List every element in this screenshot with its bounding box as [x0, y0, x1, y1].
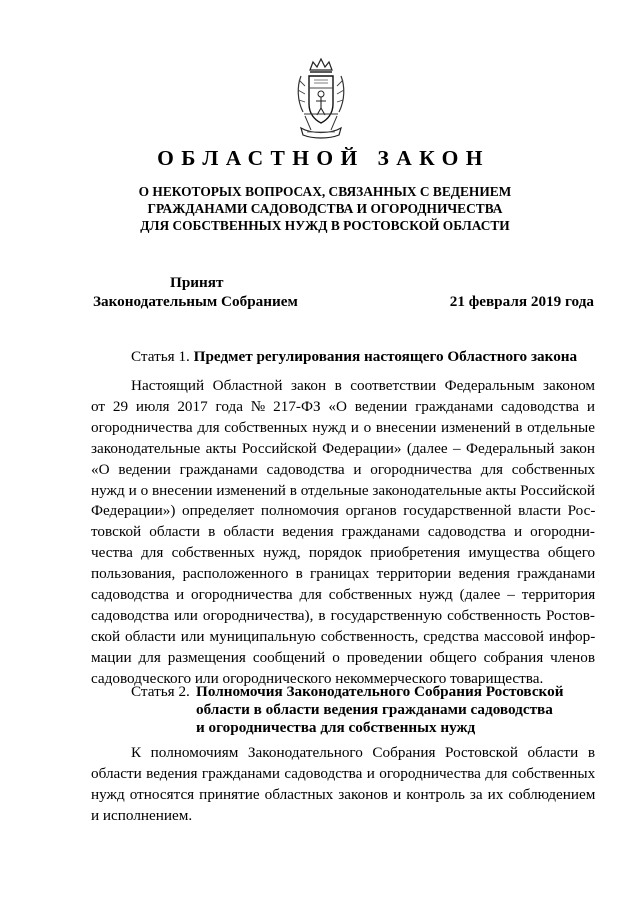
- article-2-title-line: области в области ведения гражданами садоводства: [196, 701, 553, 718]
- text-line: К полномочиям Законодательного Собрания Ростовской области в: [131, 744, 595, 761]
- adopting-body: Законодательным Собранием: [93, 293, 298, 310]
- text-line: садоводческого или огороднического некоммерческого товарищества.: [91, 669, 544, 687]
- article-2-title-line: Полномочия Законодательного Собрания Ростовской: [196, 683, 564, 700]
- text-line: мации для размещения сообщений о проведении общего собрания членов: [91, 648, 595, 666]
- adopted-label: Принят: [170, 274, 224, 291]
- text-line: чества для собственных нужд, порядок приобретения имущества общего: [91, 544, 596, 562]
- law-subtitle-line: ГРАЖДАНАМИ САДОВОДСТВА И ОГОРОДНИЧЕСТВА: [147, 201, 503, 216]
- article-1-heading: [131, 348, 577, 366]
- adoption-block: [93, 273, 298, 311]
- text-line: огородничества для собственных нужд и о внесении изменений в отдельные: [91, 418, 595, 436]
- text-line: «О ведении гражданами садоводства и огородничества для собственных: [91, 460, 596, 478]
- text-line: садоводства и огородничества для собственных нужд (далее – территория: [91, 586, 596, 604]
- article-1-body: [91, 376, 595, 690]
- law-subtitle-line: О НЕКОТОРЫХ ВОПРОСАХ, СВЯЗАННЫХ С ВЕДЕНИЕМ: [138, 184, 512, 199]
- article-2-body: [91, 743, 595, 827]
- text-line: законодательные акты Российской Федерации» (далее – Федеральный закон: [91, 439, 595, 457]
- text-line: и исполнением.: [91, 806, 193, 824]
- article-2-title-line: и огородничества для собственных нужд: [196, 719, 476, 736]
- article-1-title: Предмет регулирования настоящего Областного закона: [193, 348, 578, 365]
- law-subtitle: [90, 183, 560, 234]
- law-title: ОБЛАСТНОЙ ЗАКОН: [157, 146, 490, 170]
- text-line: Федерации») определяет полномочия органов государственной власти Рос-: [91, 502, 596, 520]
- coat-of-arms-icon: [293, 56, 349, 140]
- text-line: области ведения гражданами садоводства и огородничества для собственных: [91, 764, 596, 782]
- text-line: нужд относятся принятие областных законов и контроль за их соблюдением: [91, 785, 596, 803]
- text-line: Настоящий Областной закон в соответствии Федеральным законом: [131, 377, 595, 394]
- article-1-number: Статья 1.: [131, 348, 190, 365]
- text-line: нужд и о внесении изменений в отдельные законодательные акты Российской: [91, 481, 595, 499]
- adoption-date: 21 февраля 2019 года: [449, 293, 594, 310]
- text-line: товской области в области ведения гражданами садоводства и огородни-: [91, 523, 595, 541]
- law-subtitle-line: ДЛЯ СОБСТВЕННЫХ НУЖД В РОСТОВСКОЙ ОБЛАСТИ: [140, 218, 510, 233]
- article-2-number: Статья 2.: [131, 683, 190, 700]
- text-line: от 29 июля 2017 года № 217-ФЗ «О ведении гражданами садоводства и: [91, 397, 595, 415]
- text-line: ской области или муниципальную собственность, средства массовой инфор-: [91, 627, 596, 645]
- text-line: пользования, расположенного в границах территории ведения гражданами: [91, 565, 596, 583]
- text-line: садоводства или огородничества), в государственную собственность Ростов-: [91, 606, 595, 624]
- article-2-title: [196, 683, 576, 737]
